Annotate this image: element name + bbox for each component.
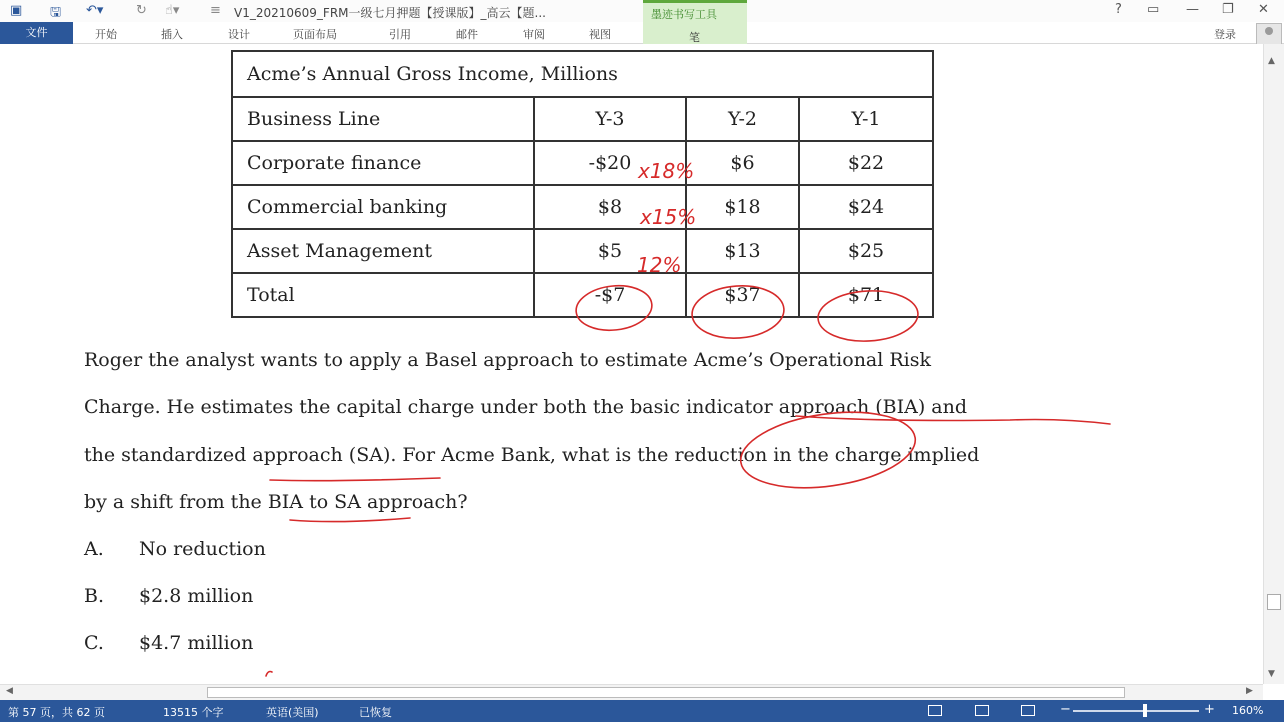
table-cell: -$7 [534, 273, 686, 317]
document-area[interactable] [0, 44, 1263, 684]
header-cell: Business Line [232, 97, 534, 141]
customize-toolbar-icon[interactable]: ≡ [210, 3, 221, 18]
ink-circle-total-y1 [817, 288, 919, 343]
table-cell: $22 [799, 141, 933, 185]
scroll-up-icon[interactable]: ▲ [1268, 56, 1275, 66]
table-cell: $5 [534, 229, 686, 273]
maximize-button[interactable]: ❐ [1222, 2, 1234, 17]
tab-view[interactable]: 视图 [589, 28, 611, 41]
table-cell: $6 [686, 141, 799, 185]
header-cell: Y-3 [534, 97, 686, 141]
ink-note-corp: x18% [638, 159, 695, 183]
header-cell: Y-1 [799, 97, 933, 141]
row-label: Corporate finance [232, 141, 534, 185]
minimize-button[interactable]: — [1186, 2, 1199, 17]
question-line: the standardized approach (SA). For Acme Bank, what is the reduction in the charge implied [84, 444, 980, 466]
table-cell: -$20 [534, 141, 686, 185]
scroll-left-icon[interactable]: ◀ [6, 686, 13, 696]
ink-note-asset: 12% [637, 253, 682, 277]
status-bar [0, 700, 1284, 722]
horizontal-scrollbar[interactable] [0, 684, 1263, 700]
tab-file[interactable]: 文件 [0, 22, 73, 44]
zoom-in-icon[interactable]: + [1204, 702, 1215, 717]
ink-underline-sa [270, 478, 440, 481]
word-count[interactable]: 13515 个字 [163, 706, 224, 719]
login-link[interactable]: 登录 [1214, 28, 1236, 41]
user-avatar[interactable] [1256, 23, 1282, 45]
zoom-slider-handle[interactable] [1143, 704, 1147, 717]
scroll-down-icon[interactable]: ▼ [1268, 669, 1275, 679]
read-mode-icon[interactable] [928, 705, 942, 716]
ink-stroke-lower [266, 672, 272, 677]
ink-underline-bia-sa [290, 518, 410, 522]
zoom-out-icon[interactable]: − [1060, 702, 1071, 717]
recovery-status: 已恢复 [359, 706, 392, 719]
ink-note-comm: x15% [640, 205, 697, 229]
web-layout-icon[interactable] [1021, 705, 1035, 716]
tab-ink-tools-pen[interactable] [643, 0, 747, 44]
tab-page-layout[interactable]: 页面布局 [293, 28, 337, 41]
horizontal-scroll-thumb[interactable] [207, 687, 1125, 698]
row-label: Asset Management [232, 229, 534, 273]
pen-tab-label: 笔 [689, 31, 700, 44]
vertical-scroll-thumb[interactable] [1267, 594, 1281, 610]
option-letter: B. [84, 585, 105, 607]
vertical-scrollbar[interactable] [1263, 44, 1284, 684]
table-cell: $13 [686, 229, 799, 273]
document-title: V1_20210609_FRM一级七月押题【授课版】_高云【题... [234, 6, 546, 20]
tab-mailings[interactable]: 邮件 [456, 28, 478, 41]
table-cell: $25 [799, 229, 933, 273]
option-text: No reduction [139, 538, 266, 560]
tab-review[interactable]: 审阅 [523, 28, 545, 41]
ribbon-display-options-button[interactable]: ▭ [1147, 2, 1160, 17]
ink-circle-reduction [736, 402, 920, 498]
tab-insert[interactable]: 插入 [161, 28, 183, 41]
ink-circle-total-y2 [690, 283, 785, 341]
title-bar [0, 0, 1284, 22]
undo-icon[interactable]: ↶▾ [86, 3, 104, 18]
table-cell: $18 [686, 185, 799, 229]
zoom-level[interactable]: 160% [1232, 704, 1264, 717]
option-letter: C. [84, 632, 104, 654]
ink-tools-group-label: 墨迹书写工具 [651, 8, 717, 21]
ink-annotations [0, 44, 1263, 684]
option-text: $4.7 million [139, 632, 254, 654]
header-cell: Y-2 [686, 97, 799, 141]
question-line: by a shift from the BIA to SA approach? [84, 491, 468, 513]
zoom-slider[interactable] [1073, 710, 1199, 712]
table-cell: $24 [799, 185, 933, 229]
page-count[interactable]: 第 57 页，共 62 页 [8, 706, 105, 719]
table-cell: $37 [686, 273, 799, 317]
question-line: Charge. He estimates the capital charge under both the basic indicator approach (BIA) and [84, 396, 968, 418]
ink-circle-total-y3 [574, 282, 654, 334]
tab-home[interactable]: 开始 [95, 28, 117, 41]
help-button[interactable]: ? [1115, 2, 1122, 17]
close-button[interactable]: ✕ [1258, 2, 1269, 17]
document-page [0, 44, 1263, 684]
ink-underline-bia [796, 416, 1110, 424]
word-logo-icon: ▣ [10, 3, 23, 18]
language-indicator[interactable]: 英语(美国) [266, 706, 319, 719]
tab-references[interactable]: 引用 [389, 28, 411, 41]
option-letter: A. [84, 538, 104, 560]
scroll-right-icon[interactable]: ▶ [1246, 686, 1253, 696]
touch-mode-icon[interactable]: ☝▾ [165, 3, 180, 18]
question-line: Roger the analyst wants to apply a Basel approach to estimate Acme’s Operational Risk [84, 349, 932, 371]
print-layout-icon[interactable] [975, 705, 989, 716]
table-caption: Acme’s Annual Gross Income, Millions [232, 51, 933, 97]
table-cell: $8 [534, 185, 686, 229]
tab-design[interactable]: 设计 [228, 28, 250, 41]
option-text: $2.8 million [139, 585, 254, 607]
row-label: Commercial banking [232, 185, 534, 229]
table-cell: $71 [799, 273, 933, 317]
save-icon[interactable]: 🖫 [50, 5, 62, 20]
row-label: Total [232, 273, 534, 317]
redo-icon[interactable]: ↻ [136, 3, 147, 18]
ribbon-tabs [0, 22, 1284, 44]
